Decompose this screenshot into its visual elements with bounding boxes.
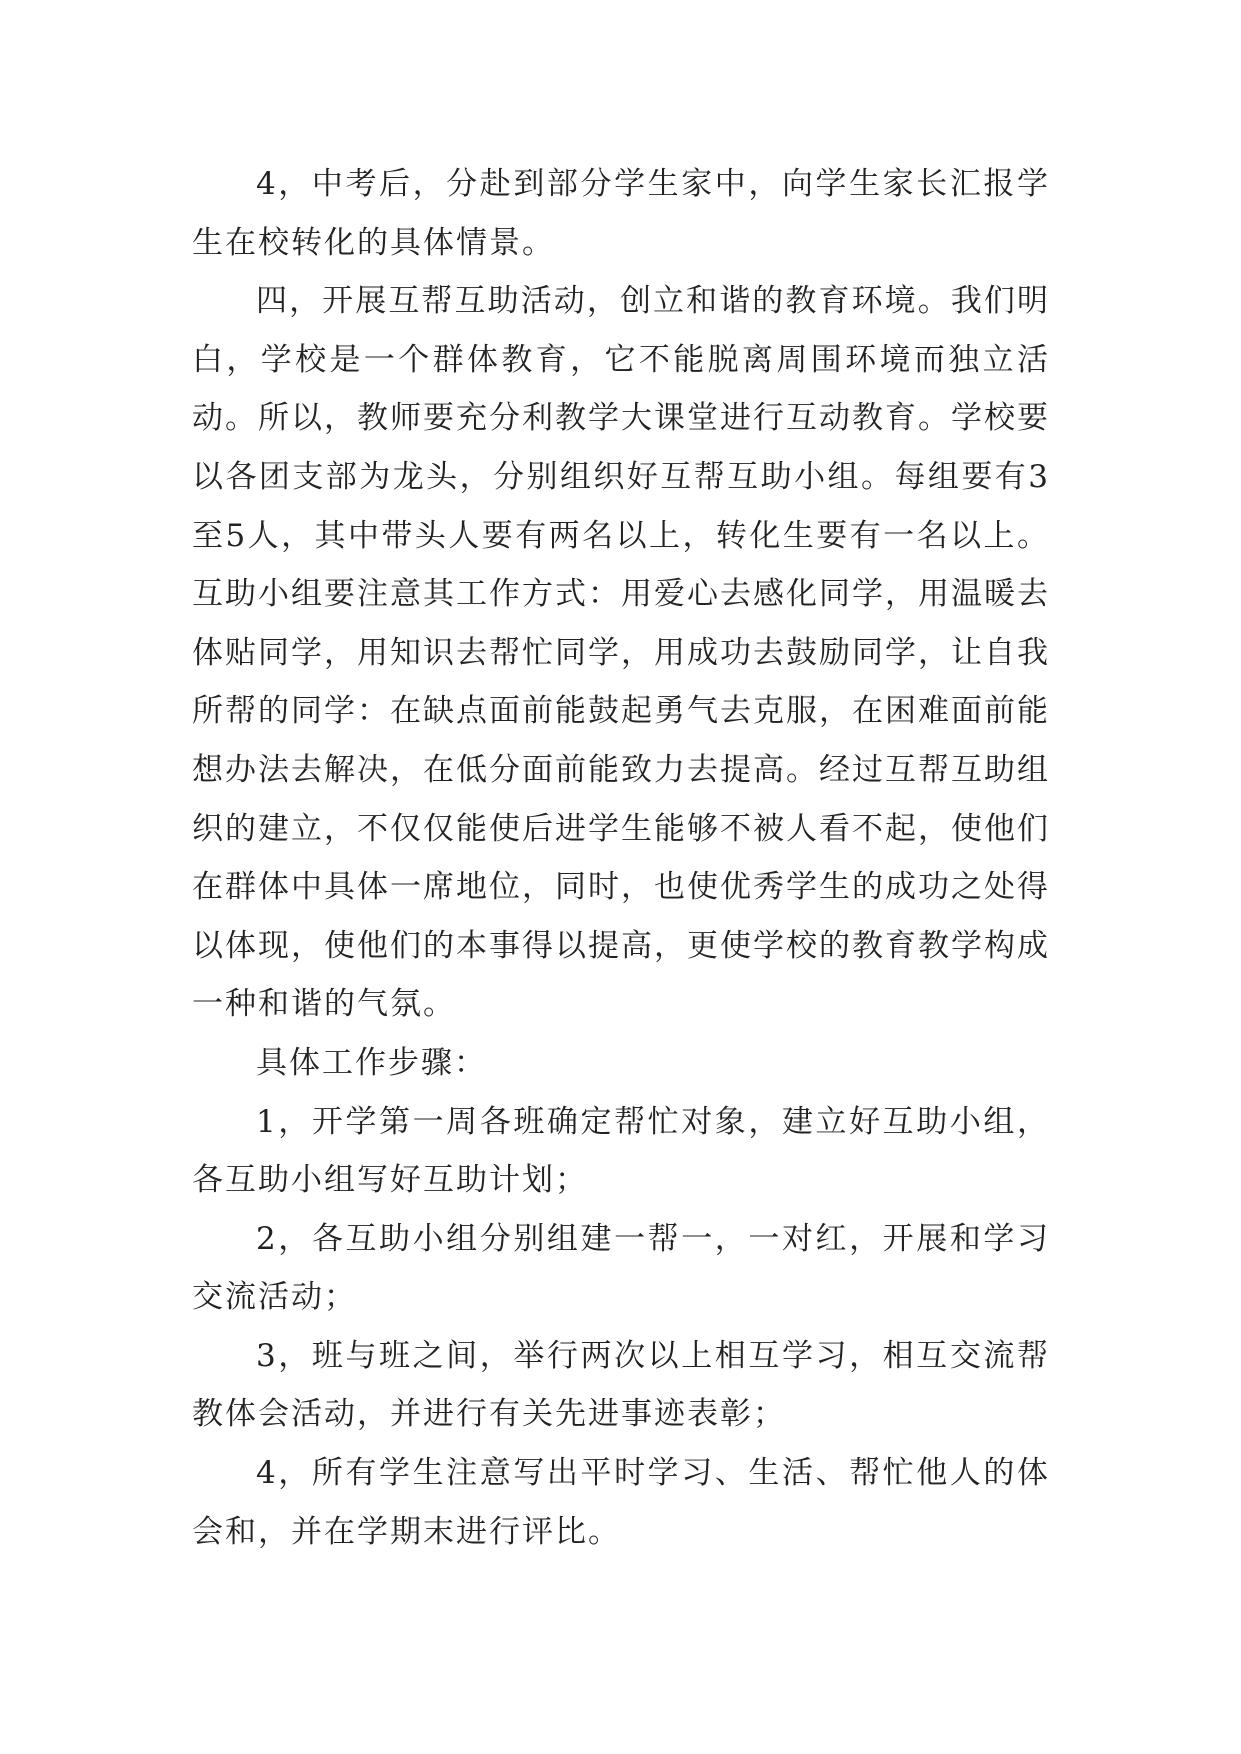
paragraph-mutual-help: 四，开展互帮互助活动，创立和谐的教育环境。我们明白，学校是一个群体教育，它不能脱离周围环境而独立活动。所以，教师要充分利教学大课堂进行互动教育。学校要以各团支部为龙头，分别组织好互帮互助小组。每组要有3至5人，其中带头人要有两名以上，转化生要有一名以上。互助小组要注意其工作方式：用爱心去感化同学，用温暖去体贴同学，用知识去帮忙同学，用成功去鼓励同学，让自我所帮的同学：在缺点面前能鼓起勇气去克服，在困难面前能想办法去解决，在低分面前能致力去提高。经过互帮互助组织的建立，不仅仅能使后进学生能够不被人看不起，使他们在群体中具体一席地位，同时，也使优秀学生的成功之处得以体现，使他们的本事得以提高，更使学校的教育教学构成一种和谐的气氛。 [192, 283, 1050, 1023]
paragraph-step-4: 4，所有学生注意写出平时学习、生活、帮忙他人的体会和，并在学期末进行评比。 [192, 1455, 1050, 1550]
paragraph-step-1: 1，开学第一周各班确定帮忙对象，建立好互助小组，各互助小组写好互助计划； [192, 1103, 1050, 1199]
paragraph-steps-heading: 具体工作步骤： [256, 1044, 487, 1081]
paragraph-step-2: 2，各互助小组分别组建一帮一，一对红，开展和学习交流活动； [192, 1220, 1050, 1316]
paragraph-step-3: 3，班与班之间，举行两次以上相互学习，相互交流帮教体会活动，并进行有关先进事迹表彰； [192, 1337, 1050, 1433]
document-body [192, 155, 1050, 1561]
paragraph-visit-parents: 4，中考后，分赴到部分学生家中，向学生家长汇报学生在校转化的具体情景。 [192, 166, 1050, 261]
